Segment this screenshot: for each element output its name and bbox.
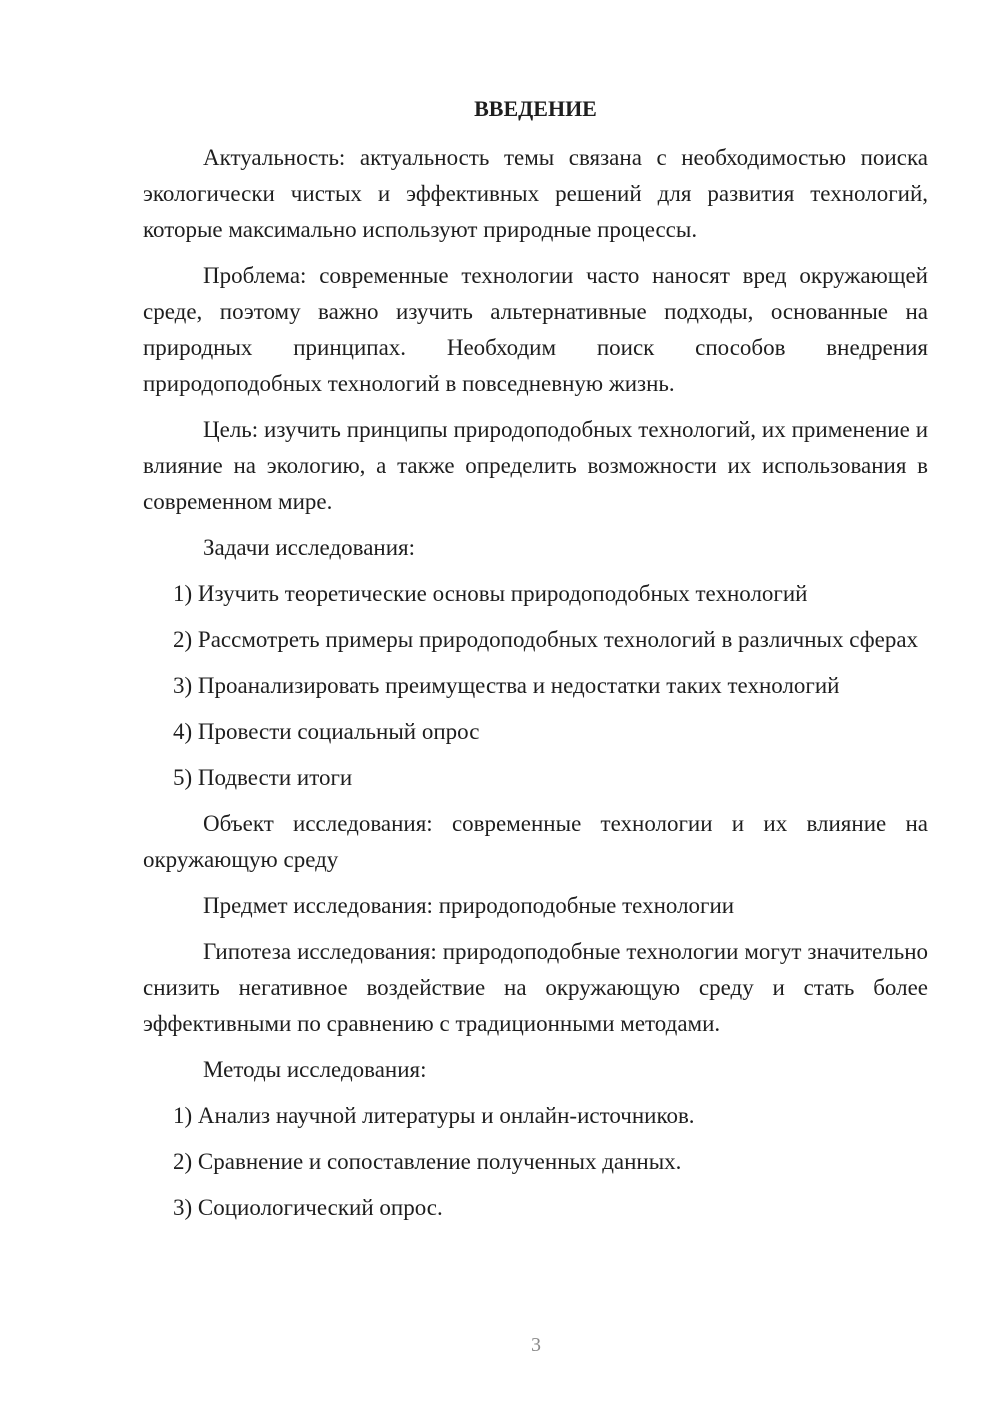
method-item-2: 2) Сравнение и сопоставление полученных данных. — [173, 1149, 682, 1174]
document-body — [143, 94, 928, 1236]
object-paragraph: Объект исследования: современные технологии и их влияние на окружающую среду — [143, 811, 928, 872]
task-item-3: 3) Проанализировать преимущества и недостатки таких технологий — [173, 673, 840, 698]
hypothesis-paragraph: Гипотеза исследования: природоподобные технологии могут значительно снизить негативное воздействие на окружающую среду и стать более эффективными по сравнению с традиционными методами. — [143, 939, 928, 1036]
page-number: 3 — [531, 1334, 541, 1356]
methods-heading: Методы исследования: — [203, 1057, 427, 1082]
method-item-1: 1) Анализ научной литературы и онлайн-источников. — [173, 1103, 695, 1128]
page-title: ВВЕДЕНИЕ — [474, 96, 597, 121]
subject-paragraph: Предмет исследования: природоподобные технологии — [203, 893, 735, 918]
method-item-3: 3) Социологический опрос. — [173, 1195, 443, 1220]
goal-paragraph: Цель: изучить принципы природоподобных технологий, их применение и влияние на экологию, а также определить возможности их использования в современном мире. — [143, 417, 928, 514]
task-item-5: 5) Подвести итоги — [173, 765, 353, 790]
tasks-heading: Задачи исследования: — [203, 535, 416, 560]
task-item-1: 1) Изучить теоретические основы природоподобных технологий — [173, 581, 808, 606]
task-item-2: 2) Рассмотреть примеры природоподобных технологий в различных сферах — [173, 627, 919, 652]
relevance-paragraph: Актуальность: актуальность темы связана с необходимостью поиска экологически чистых и эффективных решений для развития технологий, которые максимально используют природные процессы. — [143, 145, 928, 242]
task-item-4: 4) Провести социальный опрос — [173, 719, 480, 744]
problem-paragraph: Проблема: современные технологии часто наносят вред окружающей среде, поэтому важно изучить альтернативные подходы, основанные на природных принципах. Необходим поиск способов внедрения природоподобных технологий в повседневную жизнь. — [143, 263, 928, 396]
